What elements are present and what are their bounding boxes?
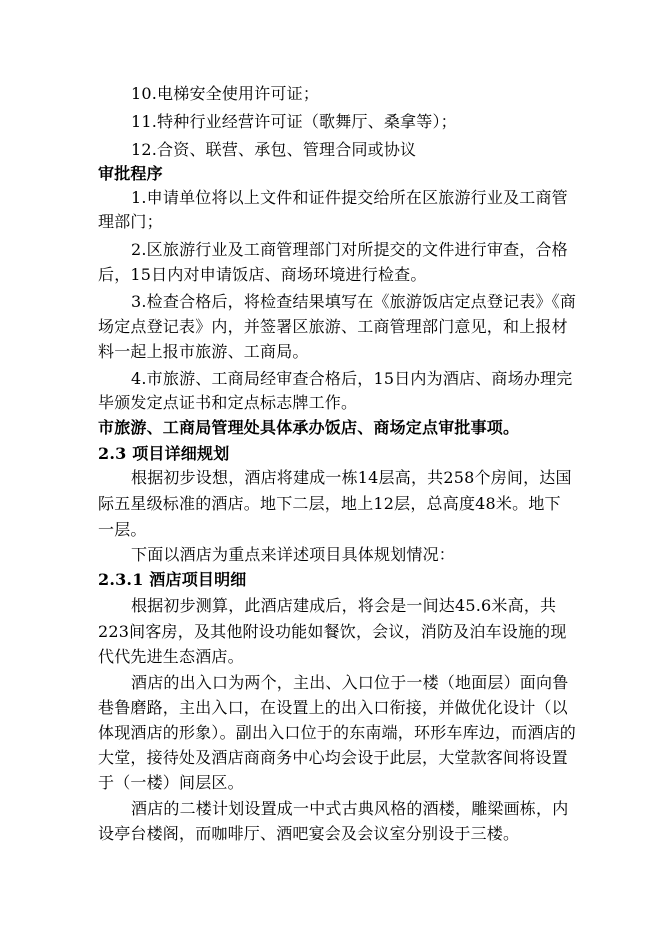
approval-step-3-cont-1: 场定点登记表》内，并签署区旅游、工商管理部门意见，和上报材 [98,317,568,336]
section-2-3-para-line-1: 根据初步设想，酒店将建成一栋14层高，共258个房间，达国 [131,468,572,487]
approval-step-2: 2.区旅游行业及工商管理部门对所提交的文件进行审查，合格 [131,240,568,259]
section-2-3-heading: 2.3 项目详细规划 [98,444,230,463]
approval-step-3: 3.检查合格后，将检查结果填写在《旅游饭店定点登记表》《商 [131,292,577,311]
section-2-3-1-para-2-line-3: 体现酒店的形象）。副出入口位于的东南端，环形车库边，而酒店的 [98,723,577,742]
approval-step-1-cont: 理部门； [98,212,163,231]
section-2-3-1-para-2-line-4: 大堂，接待处及酒店商商务中心均会设于此层，大堂款客间将设置 [98,748,568,767]
section-2-3-1-para-2-line-1: 酒店的出入口为两个，主出、入口位于一楼（地面层）面向鲁 [131,673,569,692]
approval-step-4-cont: 毕颁发定点证书和定点标志牌工作。 [98,393,358,412]
approval-step-2-cont: 后，15日内对申请饭店、商场环境进行检查。 [98,265,427,284]
section-2-3-1-para-2-line-2: 巷鲁磨路，主出入口，在设置上的出入口衔接，并做优化设计（以 [98,698,568,717]
section-2-3-1-para-1-line-1: 根据初步测算，此酒店建成后，将会是一间达45.6米高，共 [131,596,557,615]
approval-note: 市旅游、工商局管理处具体承办饭店、商场定点审批事项。 [98,418,520,437]
section-2-3-1-heading: 2.3.1 酒店项目明细 [98,570,247,589]
section-2-3-intro: 下面以酒店为重点来详述项目具体规划情况： [131,545,456,564]
list-item-10: 10.电梯安全使用许可证； [131,84,320,103]
section-2-3-para-line-3: 一层。 [98,520,147,539]
section-2-3-1-para-2-line-5: 于（一楼）间层区。 [98,773,244,792]
section-2-3-1-para-3-line-1: 酒店的二楼计划设置成一中式古典风格的酒楼，雕梁画栋，内 [131,799,569,818]
list-item-12: 12.合资、联营、承包、管理合同或协议 [131,140,417,159]
approval-heading: 审批程序 [98,164,163,183]
section-2-3-1-para-1-line-3: 代代先进生态酒店。 [98,647,244,666]
approval-step-1: 1.申请单位将以上文件和证件提交给所在区旅游行业及工商管 [131,188,568,207]
approval-step-3-cont-2: 料一起上报市旅游、工商局。 [98,342,309,361]
section-2-3-1-para-3-line-2: 设亭台楼阁，而咖啡厅、酒吧宴会及会议室分别设于三楼。 [98,824,520,843]
section-2-3-1-para-1-line-2: 223间客房，及其他附设功能如餐饮，会议，消防及泊车设施的现 [98,622,567,641]
list-item-11: 11.特种行业经营许可证（歌舞厅、桑拿等）； [131,112,457,131]
approval-step-4: 4.市旅游、工商局经审查合格后，15日内为酒店、商场办理完 [131,369,573,388]
section-2-3-para-line-2: 际五星级标准的酒店。地下二层，地上12层，总高度48米。地下 [98,494,561,513]
